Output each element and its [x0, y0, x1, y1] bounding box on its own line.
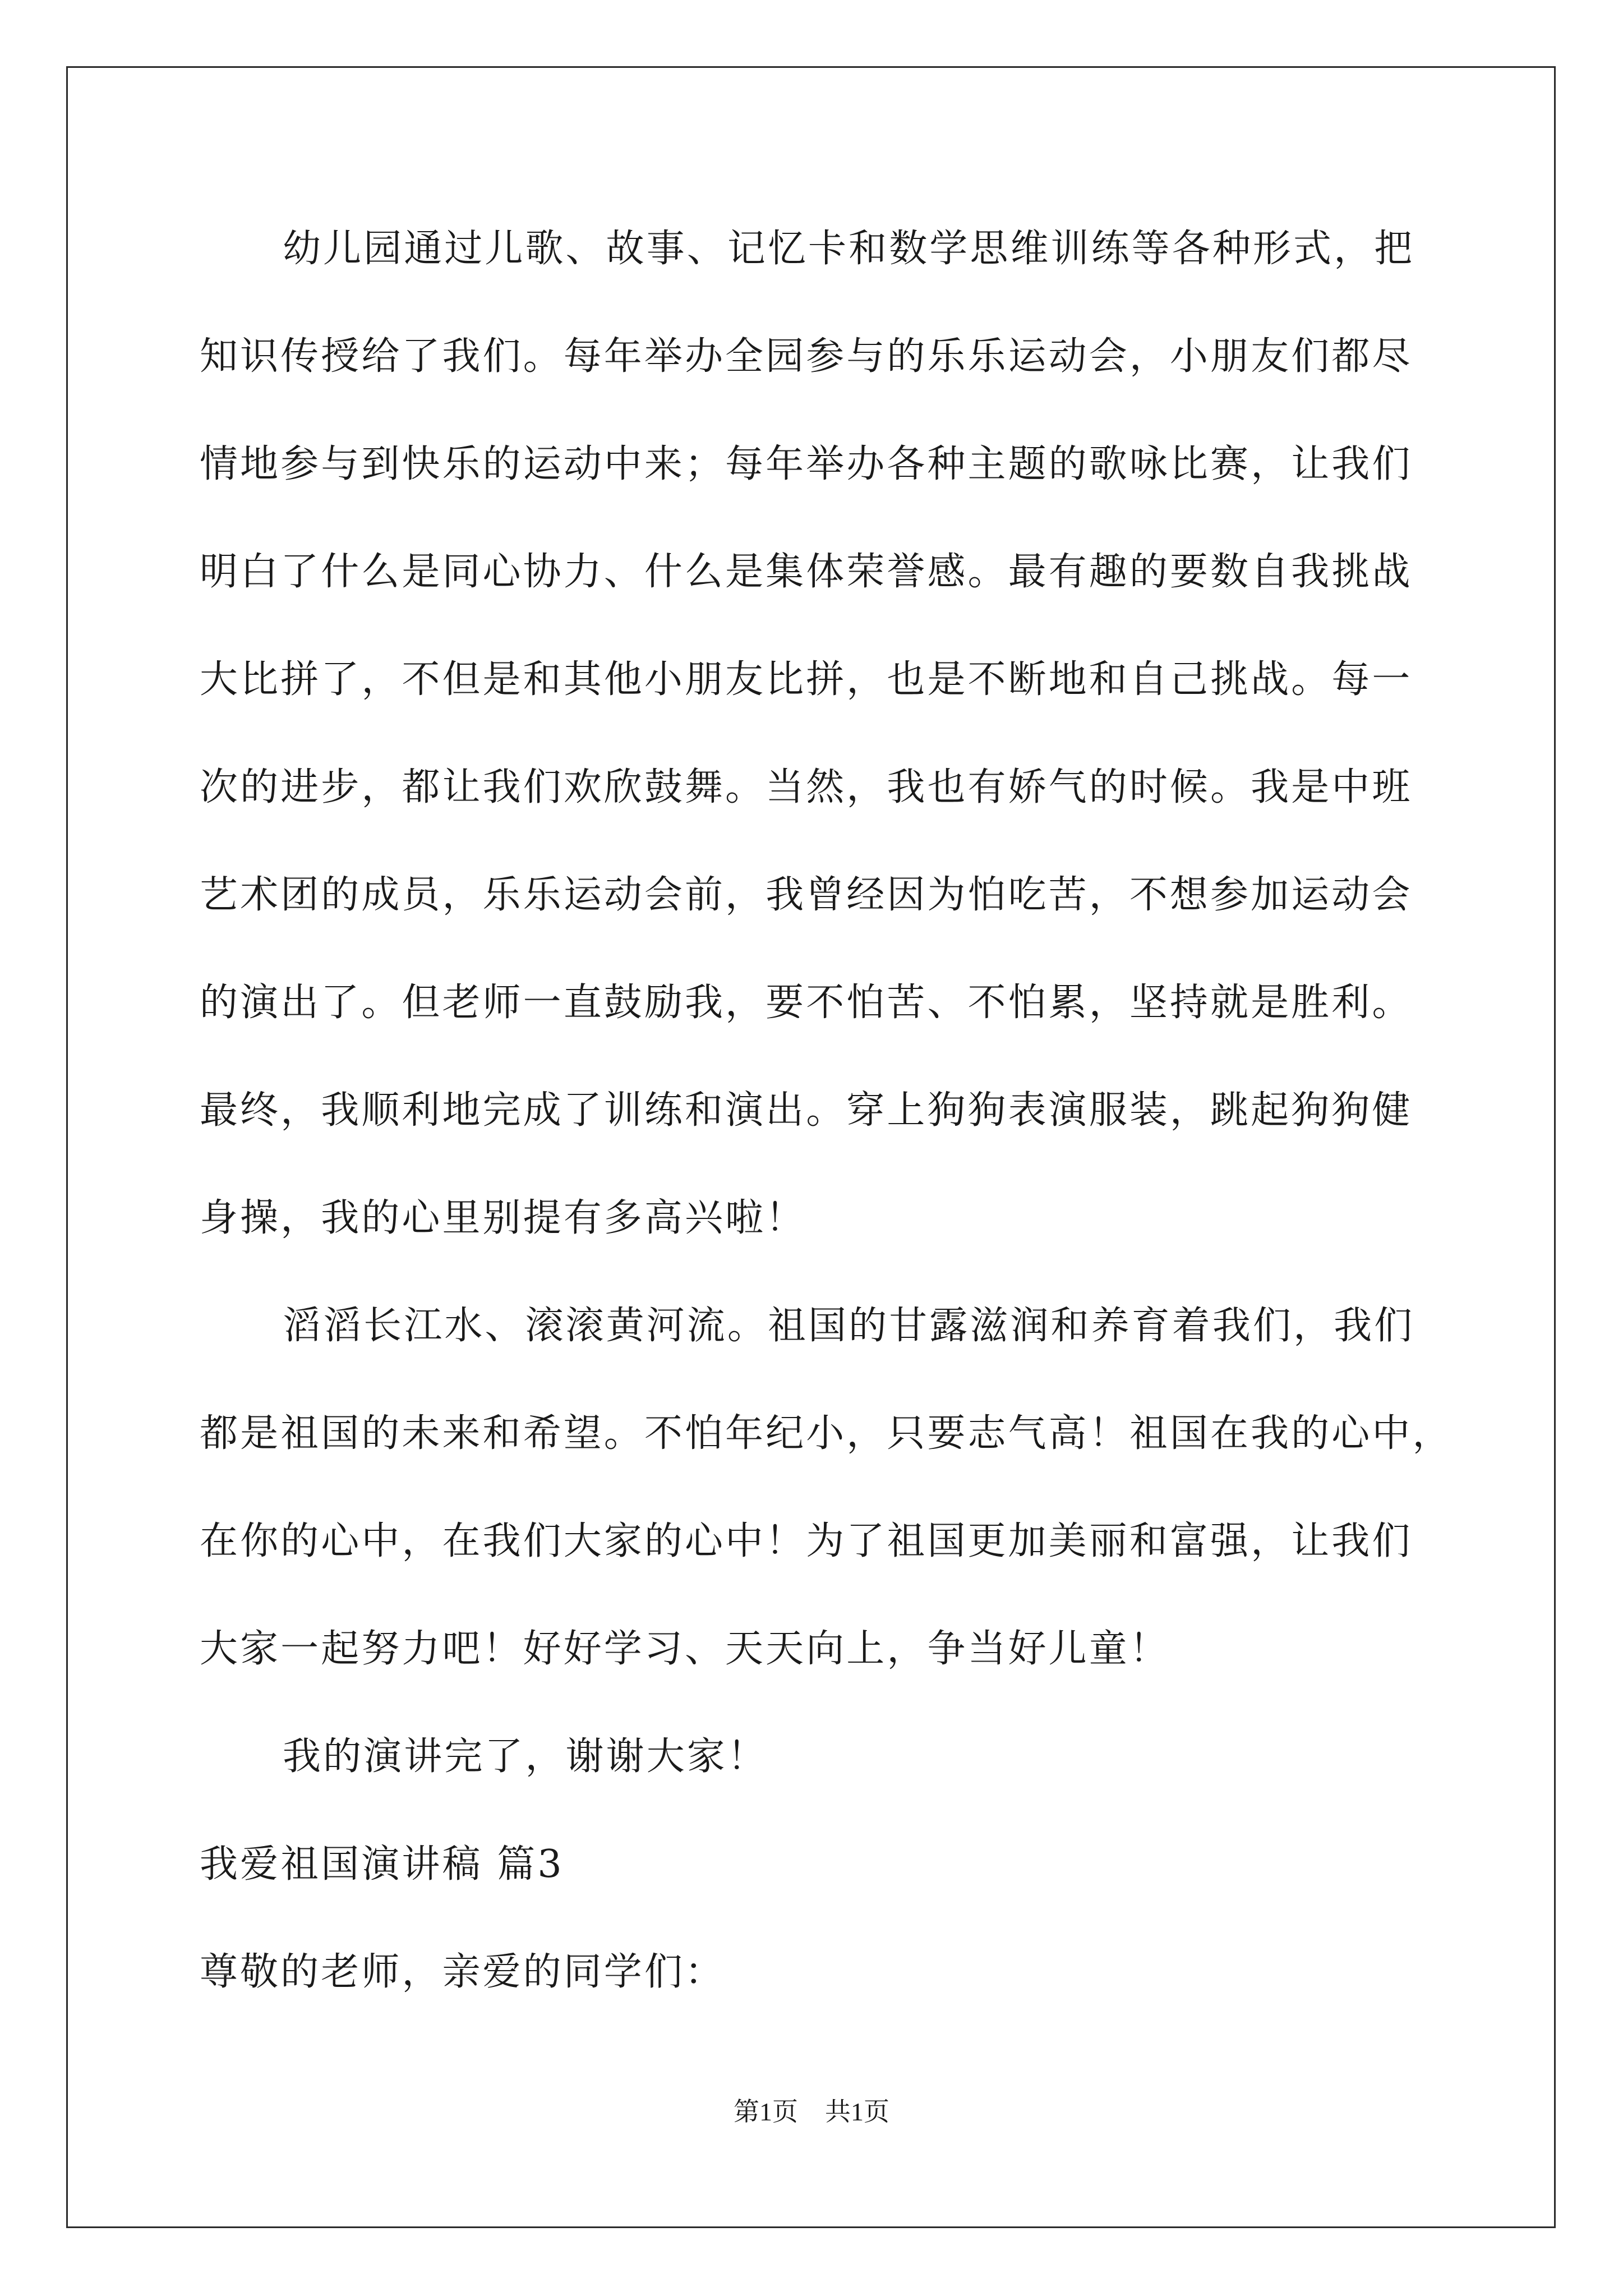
paragraph-line: 次的进步，都让我们欢欣鼓舞。当然，我也有娇气的时候。我是中班 — [200, 765, 1413, 809]
paragraph-line: 在你的心中，在我们大家的心中！为了祖国更加美丽和富强，让我们 — [200, 1519, 1413, 1563]
paragraph-line: 幼儿园通过儿歌、故事、记忆卡和数学思维训练等各种形式，把 — [283, 227, 1415, 271]
paragraph-line: 明白了什么是同心协力、什么是集体荣誉感。最有趣的要数自我挑战 — [200, 550, 1413, 594]
paragraph-line: 知识传授给了我们。每年举办全园参与的乐乐运动会，小朋友们都尽 — [200, 334, 1413, 379]
paragraph-line: 的演出了。但老师一直鼓励我，要不怕苦、不怕累，坚持就是胜利。 — [200, 981, 1413, 1025]
page-footer — [0, 2091, 1623, 2128]
paragraph-line: 艺术团的成员，乐乐运动会前，我曾经因为怕吃苦，不想参加运动会 — [200, 873, 1413, 917]
paragraph-line: 都是祖国的未来和希望。不怕年纪小，只要志气高！祖国在我的心中， — [200, 1411, 1453, 1456]
paragraph-line: 大家一起努力吧！好好学习、天天向上，争当好儿童！ — [200, 1627, 1170, 1671]
paragraph-line: 情地参与到快乐的运动中来；每年举办各种主题的歌咏比赛，让我们 — [200, 442, 1413, 486]
page-number-total: 共1页 — [825, 2097, 889, 2126]
paragraph-line: 滔滔长江水、滚滚黄河流。祖国的甘露滋润和养育着我们，我们 — [283, 1304, 1415, 1348]
paragraph-line: 大比拼了，不但是和其他小朋友比拼，也是不断地和自己挑战。每一 — [200, 657, 1413, 702]
paragraph-line: 身操，我的心里别提有多高兴啦！ — [200, 1196, 806, 1240]
salutation-line: 尊敬的老师，亲爱的同学们： — [200, 1950, 726, 1994]
document-body — [200, 213, 1453, 2044]
section-heading: 我爱祖国演讲稿 篇3 — [200, 1842, 564, 1887]
paragraph-line: 最终，我顺利地完成了训练和演出。穿上狗狗表演服装，跳起狗狗健 — [200, 1088, 1413, 1133]
closing-line: 我的演讲完了，谢谢大家！ — [283, 1734, 768, 1779]
page-number-current: 第1页 — [734, 2097, 798, 2126]
